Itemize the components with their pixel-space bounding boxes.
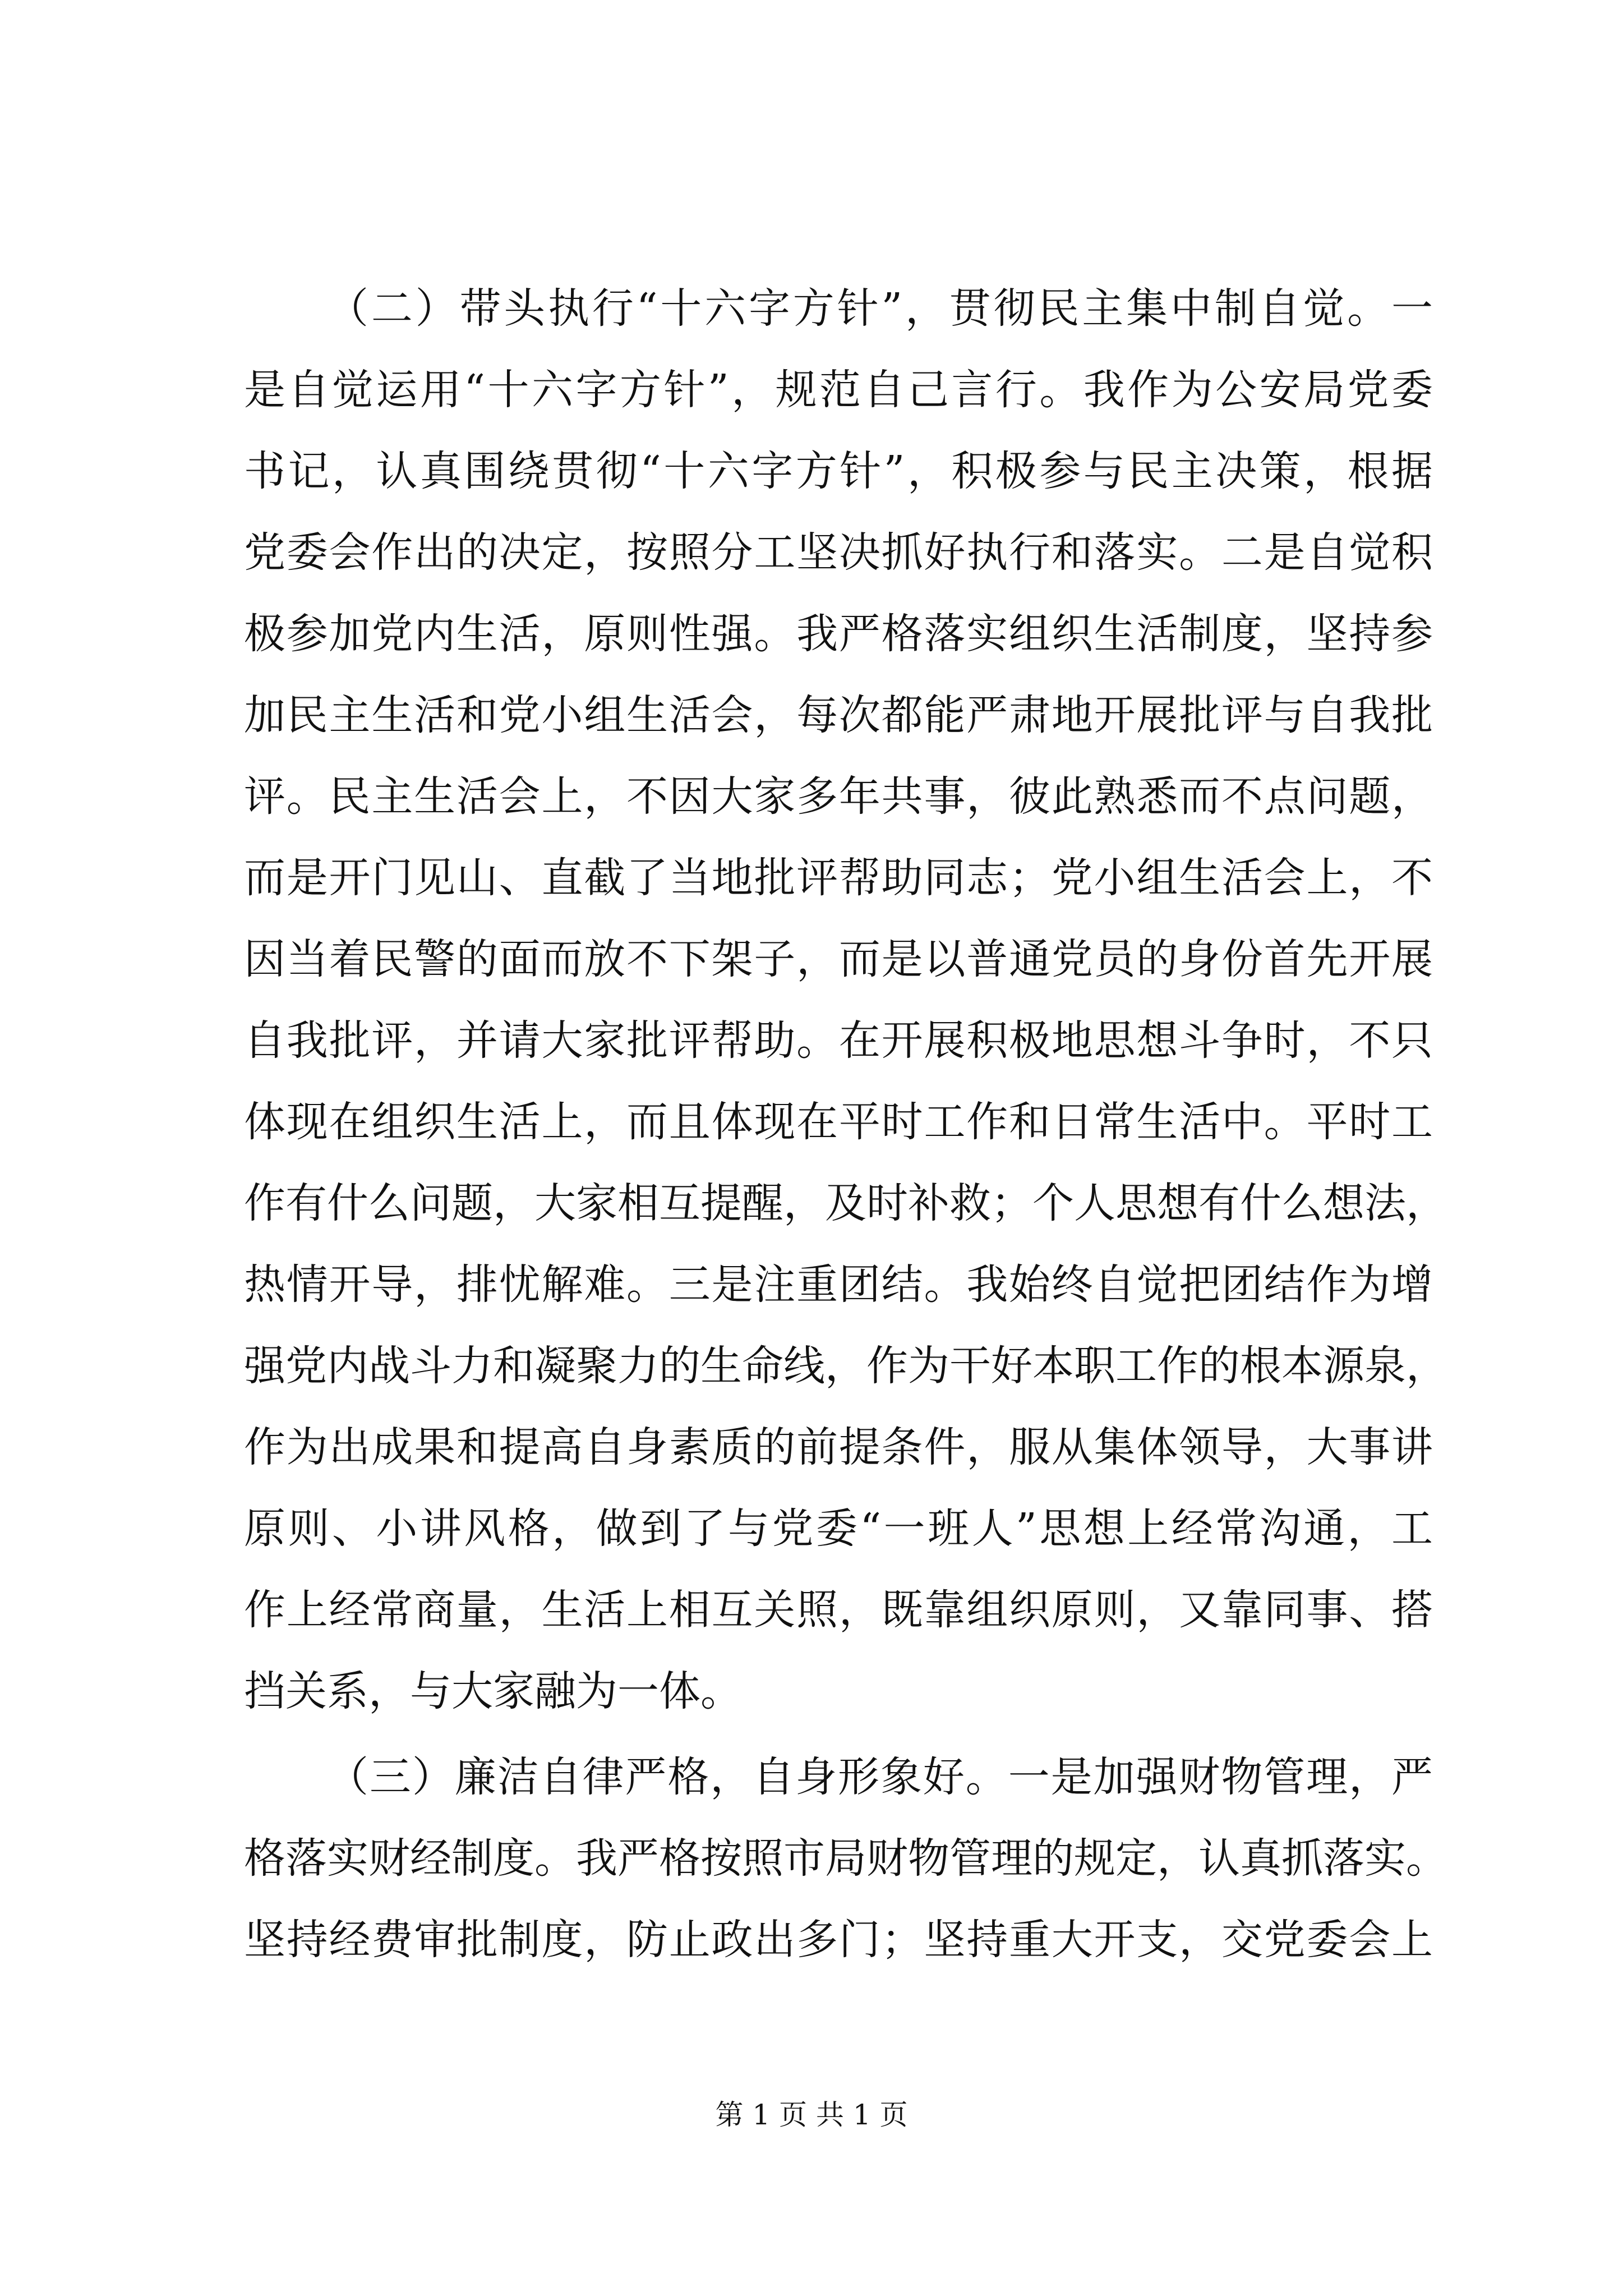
- text-line: 党委会作出的决定，按照分工坚决抓好执行和落实。二是自觉积: [244, 528, 1433, 577]
- text-line: 作为出成果和提高自身素质的前提条件，服从集体领导，大事讲: [244, 1423, 1433, 1471]
- paragraph-3: [244, 1737, 1447, 1981]
- text-line: 书记，认真围绕贯彻“十六字方针”，积极参与民主决策，根据: [244, 447, 1433, 495]
- text-line: 挡关系，与大家融为一体。: [244, 1667, 742, 1715]
- text-line: 评。民主生活会上，不因大家多年共事，彼此熟悉而不点问题，: [244, 772, 1433, 821]
- text-line: 是自觉运用“十六字方针”，规范自己言行。我作为公安局党委: [244, 366, 1433, 414]
- text-line: 作有什么问题，大家相互提醒，及时补救；个人思想有什么想法，: [244, 1179, 1447, 1227]
- text-line: 体现在组织生活上，而且体现在平时工作和日常生活中。平时工: [244, 1098, 1433, 1146]
- document-body: [244, 268, 1447, 1981]
- text-line: 因当着民警的面而放不下架子，而是以普通党员的身份首先开展: [244, 935, 1433, 983]
- text-line: 坚持经费审批制度，防止政出多门；坚持重大开支，交党委会上: [244, 1916, 1433, 1964]
- paragraph-2: [244, 268, 1447, 1732]
- text-line: （三）廉洁自律严格，自身形象好。一是加强财物管理，严: [327, 1753, 1433, 1801]
- page-footer: 第 1 页 共 1 页: [715, 2099, 908, 2131]
- text-line: 格落实财经制度。我严格按照市局财物管理的规定，认真抓落实。: [244, 1834, 1447, 1883]
- text-line: 热情开导，排忧解难。三是注重团结。我始终自觉把团结作为增: [244, 1260, 1433, 1309]
- text-line: 作上经常商量，生活上相互关照，既靠组织原则，又靠同事、搭: [244, 1586, 1433, 1634]
- text-line: 自我批评，并请大家批评帮助。在开展积极地思想斗争时，不只: [244, 1016, 1433, 1065]
- text-line: 而是开门见山、直截了当地批评帮助同志；党小组生活会上，不: [244, 854, 1433, 902]
- text-line: 原则、小讲风格，做到了与党委“一班人”思想上经常沟通，工: [244, 1504, 1433, 1553]
- text-line: 强党内战斗力和凝聚力的生命线，作为干好本职工作的根本源泉，: [244, 1342, 1447, 1390]
- text-line: （二）带头执行“十六字方针”，贯彻民主集中制自觉。一: [327, 284, 1433, 333]
- text-line: 极参加党内生活，原则性强。我严格落实组织生活制度，坚持参: [244, 610, 1433, 658]
- text-line: 加民主生活和党小组生活会，每次都能严肃地开展批评与自我批: [244, 691, 1433, 739]
